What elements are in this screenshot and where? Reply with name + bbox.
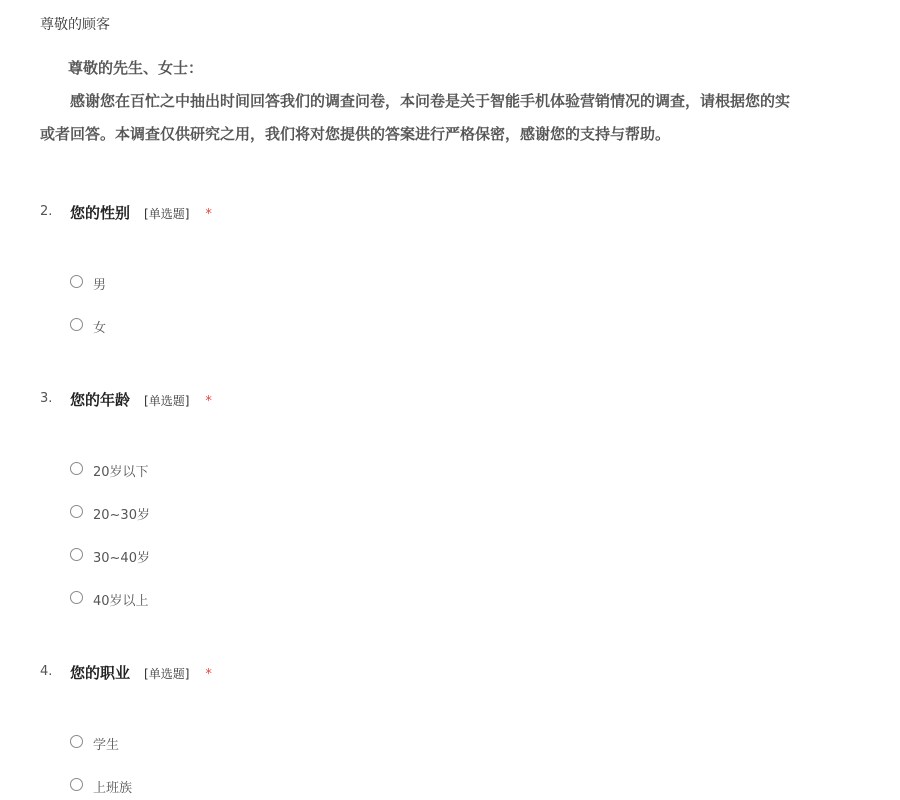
option-label[interactable]: 上班族: [93, 781, 133, 796]
option-label[interactable]: 20岁以下: [93, 465, 149, 480]
question-header: [40, 662, 880, 686]
option-label[interactable]: 20~30岁: [93, 508, 150, 523]
intro-text-line-1: 感谢您在百忙之中抽出时间回答我们的调查问卷，本问卷是关于智能手机体验营销情况的调查，请根据您的实: [70, 92, 791, 110]
question-title: [70, 662, 212, 683]
radio-button[interactable]: [70, 735, 83, 748]
radio-button[interactable]: [70, 505, 83, 518]
radio-button[interactable]: [70, 778, 83, 791]
intro-greeting: 尊敬的先生、女士：: [68, 59, 204, 77]
radio-button[interactable]: [70, 462, 83, 475]
question-header: [40, 202, 880, 226]
question-header: [40, 389, 880, 413]
option-label[interactable]: 学生: [93, 738, 120, 753]
radio-button[interactable]: [70, 591, 83, 604]
question-age: [40, 389, 880, 609]
question-title: [70, 389, 212, 410]
required-marker: *: [205, 207, 212, 222]
option-student[interactable]: [70, 733, 370, 753]
required-marker: *: [205, 667, 212, 682]
question-type-label: [单选题]: [144, 667, 190, 681]
option-under-20[interactable]: [70, 460, 370, 480]
question-title: [70, 202, 212, 223]
question-number: 3.: [40, 391, 53, 406]
option-over-40[interactable]: [70, 589, 370, 609]
page-title: 尊敬的顾客: [40, 17, 110, 33]
radio-button[interactable]: [70, 275, 83, 288]
intro-text-line-2: 或者回答。本调查仅供研究之用，我们将对您提供的答案进行严格保密，感谢您的支持与帮助。: [40, 125, 671, 143]
question-gender: [40, 202, 880, 336]
option-30-40[interactable]: [70, 546, 370, 566]
question-number: 4.: [40, 664, 53, 679]
option-male[interactable]: [70, 273, 370, 293]
option-label[interactable]: 30~40岁: [93, 551, 150, 566]
required-marker: *: [205, 394, 212, 409]
radio-button[interactable]: [70, 318, 83, 331]
question-number: 2.: [40, 204, 53, 219]
question-title-text: 您的职业: [70, 664, 131, 682]
question-occupation: [40, 662, 880, 796]
survey-intro: [40, 52, 900, 151]
option-label[interactable]: 40岁以上: [93, 594, 149, 609]
question-type-label: [单选题]: [144, 394, 190, 408]
question-type-label: [单选题]: [144, 207, 190, 221]
option-label[interactable]: 女: [93, 321, 107, 336]
question-title-text: 您的性别: [70, 204, 131, 222]
option-office-worker[interactable]: [70, 776, 370, 796]
option-20-30[interactable]: [70, 503, 370, 523]
question-title-text: 您的年龄: [70, 391, 131, 409]
option-female[interactable]: [70, 316, 370, 336]
radio-button[interactable]: [70, 548, 83, 561]
option-label[interactable]: 男: [93, 278, 107, 293]
